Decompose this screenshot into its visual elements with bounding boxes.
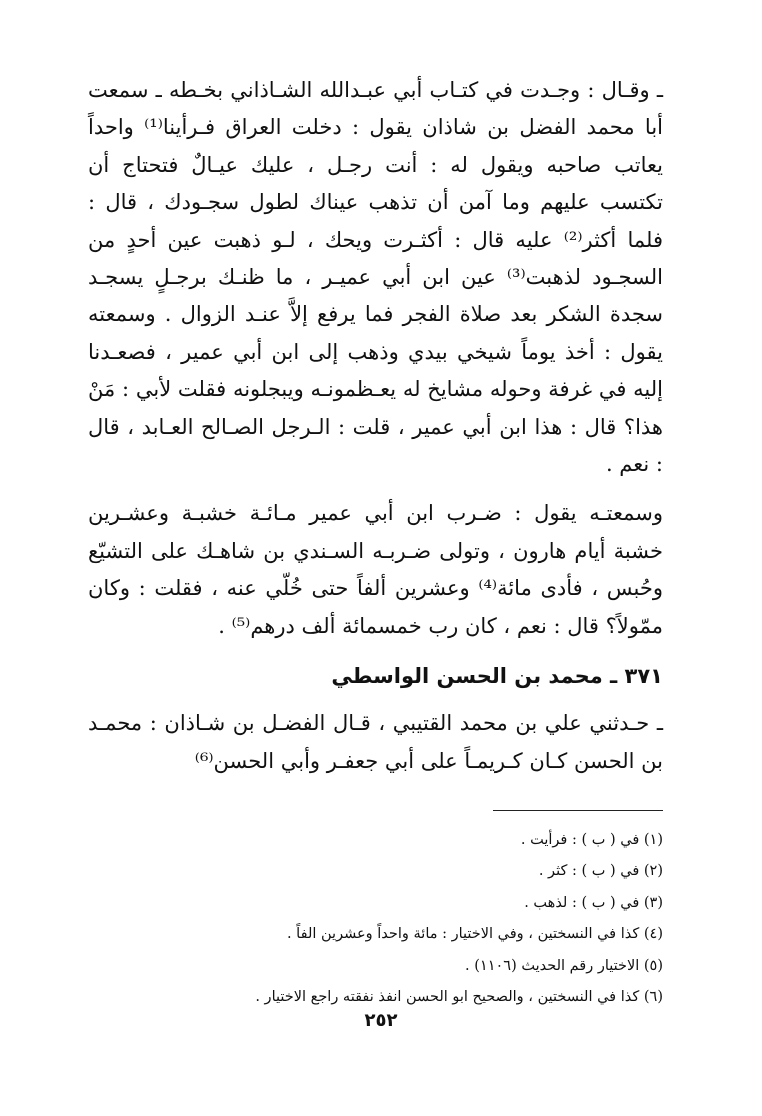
body-paragraph-2: وسمعتـه يقول : ضـرب ابن أبي عمير مـائـة خشبـة وعشـرين خشبة أيام هارون ، وتولى ضـربـه السـندي بن شاهـك على التشيّع وحُبس ، فأدى مائة⁽⁴⁾ وعشرين ألفاً حتى خُلّي عنه ، فقلت : وكان ممّولاً؟ قال : نعم ، كان رب خمسمائة ألف درهم⁽⁵⁾ . — [88, 501, 664, 638]
page-number: ٢٥٢ — [364, 1010, 398, 1031]
section-heading: ٣٧١ ـ محمد بن الحسن الواسطي — [331, 664, 663, 689]
footnote-4: (٤) كذا في النسختين ، وفي الاختيار : مائة واحداً وعشرين الفاً . — [286, 926, 663, 943]
body-paragraph-1: ـ وقـال : وجـدت في كتـاب أبي عبـدالله الشـاذاني بخـطه ـ سمعت أبا محمد الفضل بن شاذان يقول : دخلت العراق فـرأينا⁽¹⁾ واحداً يعاتب صاحبه ويقول له : أنت رجـل ، عليك عيـالٌ فتحتاج أن تكتسب عليهم وما آمن أن تذهب عيناك لطول سجـودك ، قال : فلما أكثر⁽²⁾ عليه قال : أكثـرت ويحك ، لـو ذهبت عين أحدٍ من السجـود لذهبت⁽³⁾ عين ابن أبي عميـر ، ما ظنـك برجـلٍ يسجـد سجدة الشكر بعد صلاة الفجر فما يرفع إلاَّ عنـد الزوال . وسمعته يقول : أخذ يوماً شيخي بيدي وذهب إلى ابن أبي عمير ، فصعـدنا إليه في غرفة وحوله مشايخ له يعـظمونـه ويبجلونه فقلت لأبي : مَنْ هذا؟ قال : هذا ابن أبي عمير ، قلت : الـرجل الصـالح العـابد ، قال : نعم . — [88, 78, 663, 477]
footnote-3: (٣) في ( ب ) : لذهب . — [524, 894, 663, 911]
footnote-5: (٥) الاختيار رقم الحديث (١١٠٦) . — [465, 957, 663, 974]
footnote-divider — [493, 810, 663, 811]
footnote-2: (٢) في ( ب ) : كثر . — [538, 863, 663, 880]
footnote-1: (١) في ( ب ) : فرأيت . — [520, 831, 663, 848]
footnote-6: (٦) كذا في النسختين ، والصحيح ابو الحسن انفذ نفقته راجع الاختيار . — [255, 989, 663, 1006]
body-paragraph-3: ـ حـدثني علي بن محمد القتيبي ، قـال الفضـل بن شـاذان : محمـد بن الحسن كـان كـريمـاً على أبي جعفـر وأبي الحسن⁽⁶⁾ — [88, 711, 663, 773]
footnotes — [88, 825, 663, 1014]
page-text — [88, 72, 663, 1014]
